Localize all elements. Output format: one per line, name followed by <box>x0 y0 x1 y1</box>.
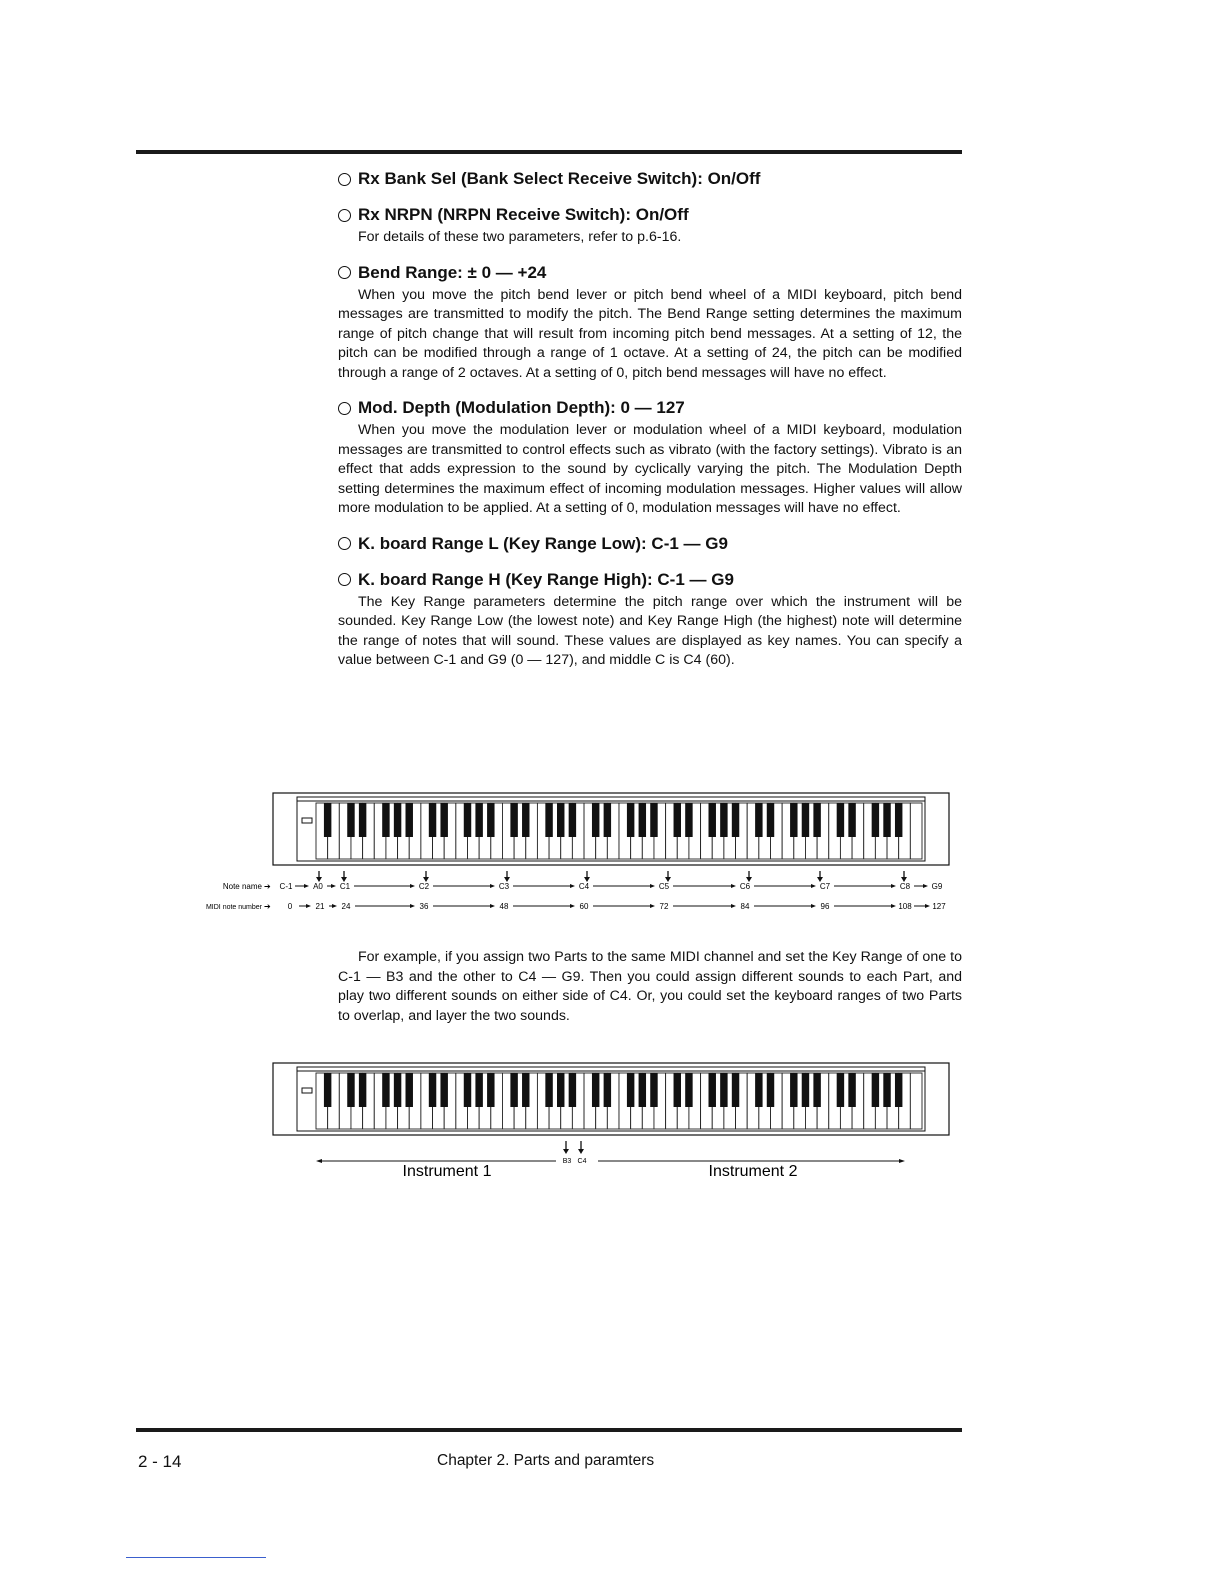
circle-bullet-icon <box>338 402 351 415</box>
black-key <box>604 1073 611 1107</box>
black-key <box>464 1073 471 1107</box>
black-key <box>895 803 902 837</box>
midi-number-label-item: 36 <box>419 902 429 911</box>
parameter-list <box>338 168 962 685</box>
black-key <box>394 1073 401 1107</box>
black-key <box>790 803 797 837</box>
param-heading: Mod. Depth (Modulation Depth): 0 — 127 <box>338 397 962 419</box>
midi-number-label-item: 127 <box>932 902 946 911</box>
param-heading: Rx NRPN (NRPN Receive Switch): On/Off <box>338 204 962 226</box>
param-key-range-high <box>338 569 962 671</box>
midi-number-label-item: 60 <box>579 902 589 911</box>
black-key <box>475 1073 482 1107</box>
connector-arrowhead-icon <box>923 884 928 888</box>
note-name-label-item: C6 <box>739 882 751 891</box>
black-key <box>709 803 716 837</box>
black-key <box>569 803 576 837</box>
circle-bullet-icon <box>338 537 351 550</box>
black-key <box>872 1073 879 1107</box>
black-key <box>813 1073 820 1107</box>
note-name-label-item: C4 <box>578 882 590 891</box>
black-key <box>650 1073 657 1107</box>
midi-number-label-item: 21 <box>315 902 325 911</box>
midi-number-label: MIDI note number <box>205 904 262 911</box>
example-paragraph: For example, if you assign two Parts to the same MIDI channel and set the Key Range of one to C-1 — B3 and the other to C4 — G9. Then you could assign different sounds to each Part, and play two different sounds on either side of C4. Or, you could set the keyboard ranges of two Parts to overlap, and layer the two sounds. <box>338 949 962 1024</box>
black-key <box>359 803 366 837</box>
instrument2-arrowhead <box>899 1159 905 1163</box>
black-key <box>883 803 890 837</box>
connector-arrowhead-icon <box>731 884 736 888</box>
midi-number-label-item: 108 <box>898 902 912 911</box>
black-key <box>382 1073 389 1107</box>
black-key <box>510 803 517 837</box>
black-key <box>394 803 401 837</box>
black-key <box>732 803 739 837</box>
black-key <box>429 803 436 837</box>
top-rule <box>136 150 962 154</box>
connector-arrowhead-icon <box>650 884 655 888</box>
keyboard-diagram-1 <box>0 785 1224 915</box>
scan-underline <box>126 1557 266 1558</box>
midi-number-label-item: 24 <box>341 902 351 911</box>
connector-arrowhead-icon <box>811 884 816 888</box>
black-key <box>324 1073 331 1107</box>
black-key <box>883 1073 890 1107</box>
note-name-label-item: C8 <box>899 882 911 891</box>
black-key <box>464 803 471 837</box>
circle-bullet-icon <box>338 173 351 186</box>
note-name-label-item: C5 <box>658 882 670 891</box>
black-key <box>406 803 413 837</box>
connector-arrowhead-icon <box>331 884 336 888</box>
note-name-row <box>280 882 943 891</box>
instrument1-arrowhead <box>316 1159 322 1163</box>
black-key <box>545 1073 552 1107</box>
param-mod-depth <box>338 397 962 519</box>
param-heading: K. board Range L (Key Range Low): C-1 — G9 <box>338 533 962 555</box>
midi-number-row <box>288 902 946 911</box>
connector-arrowhead-icon <box>304 884 309 888</box>
black-key <box>674 1073 681 1107</box>
circle-bullet-icon <box>338 573 351 586</box>
black-key <box>569 1073 576 1107</box>
black-key <box>347 1073 354 1107</box>
chapter-title: Chapter 2. Parts and paramters <box>437 1452 655 1469</box>
note-name-label-item: G9 <box>931 882 943 891</box>
black-key <box>720 1073 727 1107</box>
split-arrows <box>563 1141 584 1154</box>
connector-arrowhead-icon <box>570 904 575 908</box>
split-high-label: C4 <box>577 1158 587 1165</box>
connector-arrowhead-icon <box>925 904 930 908</box>
black-key <box>790 1073 797 1107</box>
black-key <box>720 803 727 837</box>
black-key <box>674 803 681 837</box>
black-key <box>522 803 529 837</box>
keyboard-diagram-2 <box>0 1055 1224 1185</box>
connector-arrowhead-icon <box>811 904 816 908</box>
black-key <box>592 1073 599 1107</box>
black-key <box>837 1073 844 1107</box>
black-key <box>685 1073 692 1107</box>
connector-arrowhead-icon <box>332 904 337 908</box>
black-key <box>848 1073 855 1107</box>
note-name-label: Note name <box>222 882 262 891</box>
param-key-range-low <box>338 533 962 555</box>
black-key <box>767 803 774 837</box>
black-key <box>802 803 809 837</box>
param-heading: Rx Bank Sel (Bank Select Receive Switch): On/Off <box>338 168 962 190</box>
black-key <box>347 803 354 837</box>
split-low-label: B3 <box>562 1158 572 1165</box>
black-key <box>557 803 564 837</box>
param-description: When you move the modulation lever or modulation wheel of a MIDI keyboard, modulation messages are transmitted to control effects such as vibrato (with the factory settings). Vibrato is an effect that adds expression to the sound by cyclically varying the pitch. The Modulation Depth setting determines the maximum effect of incoming modulation messages. Higher values will allow more modulation to be applied. At a setting of 0, modulation messages will have no effect. <box>338 422 962 516</box>
note-name-label-item: C1 <box>339 882 351 891</box>
connector-arrowhead-icon <box>490 904 495 908</box>
note-name-label-item: C3 <box>498 882 510 891</box>
black-key <box>627 803 634 837</box>
black-key <box>755 803 762 837</box>
black-key <box>802 1073 809 1107</box>
note-name-label-item: C2 <box>418 882 430 891</box>
note-name-label-item: A0 <box>313 882 323 891</box>
black-key <box>324 803 331 837</box>
connector-arrowhead-icon <box>650 904 655 908</box>
connector-arrowhead-icon <box>410 904 415 908</box>
black-key <box>755 1073 762 1107</box>
circle-bullet-icon <box>338 209 351 222</box>
black-key <box>650 803 657 837</box>
connector-arrowhead-icon <box>891 884 896 888</box>
black-key <box>895 1073 902 1107</box>
black-key <box>440 1073 447 1107</box>
black-key <box>406 1073 413 1107</box>
black-key <box>604 803 611 837</box>
split-arrowhead-c4 <box>578 1149 584 1154</box>
connector-arrowhead-icon <box>891 904 896 908</box>
black-key <box>639 1073 646 1107</box>
page-number: 2 - 14 <box>138 1452 182 1471</box>
black-key <box>837 803 844 837</box>
black-key <box>382 803 389 837</box>
split-arrowhead-b3 <box>563 1149 569 1154</box>
black-key <box>685 803 692 837</box>
keyboard-2 <box>273 1063 949 1135</box>
instrument1-label: Instrument 1 <box>402 1163 492 1180</box>
midi-number-label-item: 72 <box>659 902 669 911</box>
black-key <box>592 803 599 837</box>
keyboard-1 <box>273 793 949 865</box>
connector-arrowhead-icon <box>570 884 575 888</box>
param-description: For details of these two parameters, refer to p.6-16. <box>358 229 682 245</box>
black-key <box>557 1073 564 1107</box>
param-rx-nrpn <box>338 204 962 248</box>
black-key <box>429 1073 436 1107</box>
note-name-label-item: C7 <box>819 882 831 891</box>
black-key <box>732 1073 739 1107</box>
note-name-arrow-icon: ➔ <box>264 882 271 891</box>
connector-arrowhead-icon <box>410 884 415 888</box>
keyboard-1-arrows <box>316 871 907 882</box>
circle-bullet-icon <box>338 266 351 279</box>
connector-arrowhead-icon <box>306 904 311 908</box>
black-key <box>709 1073 716 1107</box>
connector-arrowhead-icon <box>490 884 495 888</box>
midi-number-label-item: 0 <box>287 902 293 911</box>
black-key <box>487 1073 494 1107</box>
param-description: When you move the pitch bend lever or pitch bend wheel of a MIDI keyboard, pitch bend messages are transmitted to modify the pitch. The Bend Range setting determines the maximum range of pitch change that will result from incoming pitch bend messages. At a setting of 12, the pitch can be modified through a range of 1 octave. At a setting of 24, the pitch can be modified through a range of 2 octaves. At a setting of 0, pitch bend messages will have no effect. <box>338 286 962 381</box>
black-key <box>627 1073 634 1107</box>
white-key <box>910 803 922 859</box>
black-key <box>359 1073 366 1107</box>
black-key <box>848 803 855 837</box>
black-key <box>522 1073 529 1107</box>
midi-number-label-item: 84 <box>740 902 750 911</box>
white-key <box>910 1073 922 1129</box>
black-key <box>545 803 552 837</box>
black-key <box>475 803 482 837</box>
note-name-label-item: C-1 <box>279 882 293 891</box>
black-key <box>440 803 447 837</box>
black-key <box>510 1073 517 1107</box>
black-key <box>487 803 494 837</box>
param-heading: Bend Range: ± 0 — +24 <box>338 262 962 284</box>
param-bend-range <box>338 262 962 384</box>
param-description: The Key Range parameters determine the pitch range over which the instrument will be sounded. Key Range Low (the lowest note) and Key Range High (the highest) note will determine the range of notes that will sound. These values are displayed as key names. You can specify a value between C-1 and G9 (0 — 127), and middle C is C4 (60). <box>338 593 962 668</box>
bottom-rule <box>136 1428 962 1432</box>
param-rx-bank-sel <box>338 168 962 190</box>
midi-number-arrow-icon: ➔ <box>264 902 271 911</box>
param-heading: K. board Range H (Key Range High): C-1 — G9 <box>338 569 962 591</box>
connector-arrowhead-icon <box>731 904 736 908</box>
instrument2-label: Instrument 2 <box>708 1163 798 1180</box>
black-key <box>767 1073 774 1107</box>
black-key <box>813 803 820 837</box>
midi-number-label-item: 96 <box>820 902 830 911</box>
midi-number-label-item: 48 <box>499 902 509 911</box>
black-key <box>872 803 879 837</box>
black-key <box>639 803 646 837</box>
